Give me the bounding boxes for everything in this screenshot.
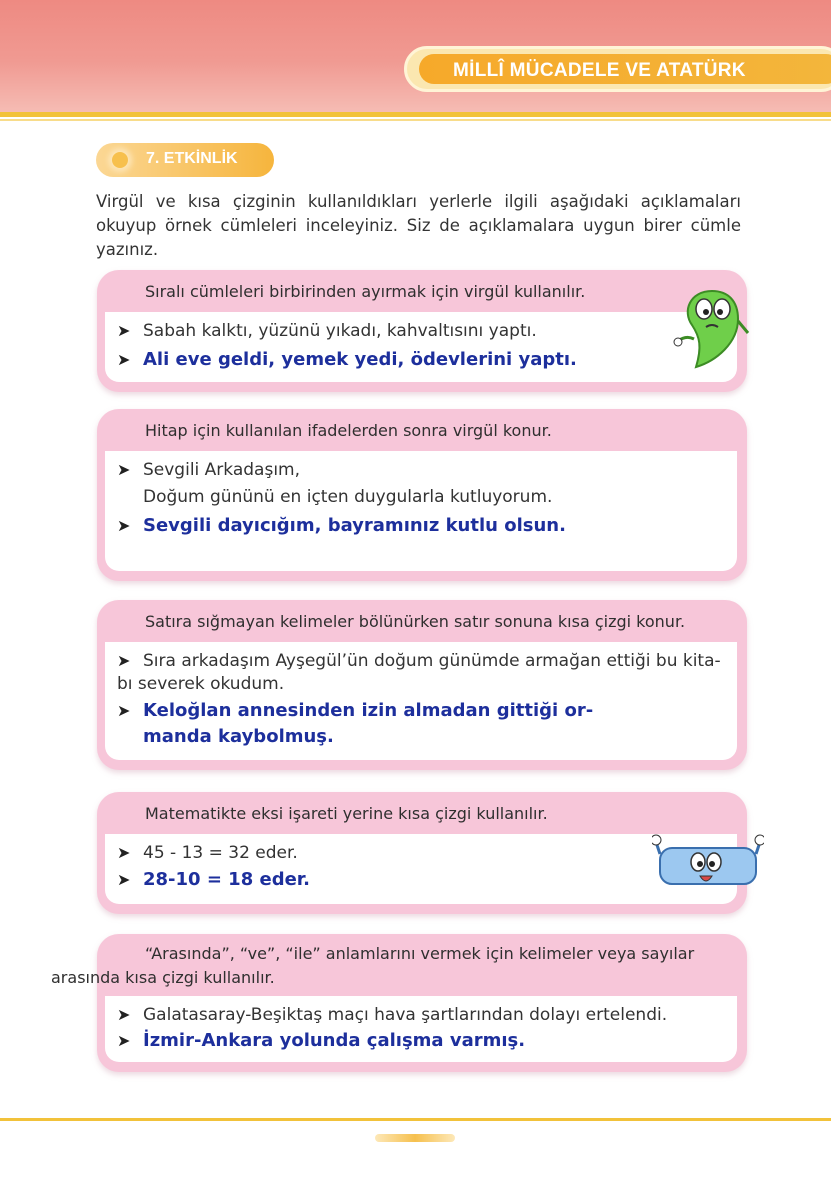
example-sentence: ➤ Galatasaray-Beşiktaş maçı hava şartlarından dolayı ertelendi.	[117, 1002, 667, 1028]
comma-mascot-icon	[672, 285, 754, 377]
unit-title-badge	[404, 46, 831, 92]
example-sentence: ➤ Sıra arkadaşım Ayşegül’ün doğum günümde armağan ettiği bu kita-	[117, 648, 721, 674]
footer-ornament	[375, 1134, 455, 1142]
unit-title: MİLLÎ MÜCADELE VE ATATÜRK	[453, 60, 746, 81]
bullet-arrow-icon: ➤	[117, 701, 131, 720]
rule-heading: Satıra sığmayan kelimeler bölünürken satır sonuna kısa çizgi konur.	[145, 612, 686, 631]
rule-examples	[105, 996, 737, 1062]
bullet-arrow-icon: ➤	[117, 1005, 131, 1024]
answer-sentence: ➤ Keloğlan annesinden izin almadan gittiği or-	[117, 700, 594, 721]
rule-examples	[105, 834, 737, 904]
rule-examples	[105, 312, 737, 382]
rule-heading: Hitap için kullanılan ifadelerden sonra virgül konur.	[145, 421, 552, 440]
header-divider-thin	[0, 119, 831, 121]
answer-sentence: ➤ İzmir-Ankara yolunda çalışma varmış.	[117, 1030, 526, 1051]
activity-badge	[96, 143, 274, 177]
example-sentence-cont: Doğum gününü en içten duygularla kutluyorum.	[143, 487, 553, 507]
answer-sentence-cont: manda kaybolmuş.	[143, 726, 334, 747]
rule-heading: “Arasında”, “ve”, “ile” anlamlarını vermek için kelimeler veya sayılar	[145, 944, 695, 963]
rule-heading: Matematikte eksi işareti yerine kısa çizgi kullanılır.	[145, 804, 548, 823]
bullet-arrow-icon: ➤	[117, 460, 131, 479]
answer-sentence: ➤ Ali eve geldi, yemek yedi, ödevlerini yaptı.	[117, 349, 577, 370]
activity-label: 7. ETKİNLİK	[146, 150, 238, 167]
rule-card-3	[97, 600, 747, 770]
rule-card-2	[97, 409, 747, 581]
bullet-arrow-icon: ➤	[117, 1031, 131, 1050]
example-sentence: ➤ Sabah kalktı, yüzünü yıkadı, kahvaltısını yaptı.	[117, 318, 537, 344]
rule-heading: Sıralı cümleleri birbirinden ayırmak için virgül kullanılır.	[145, 282, 586, 301]
bullet-arrow-icon: ➤	[117, 516, 131, 535]
rule-card-4	[97, 792, 747, 914]
bullet-arrow-icon: ➤	[117, 843, 131, 862]
rule-examples	[105, 451, 737, 571]
activity-star-icon	[112, 152, 128, 168]
example-sentence: ➤ 45 - 13 = 32 eder.	[117, 840, 298, 866]
header-divider	[0, 112, 831, 117]
rule-card-1	[97, 270, 747, 392]
example-sentence-cont: bı severek okudum.	[117, 674, 285, 694]
intro-paragraph: Virgül ve kısa çizginin kullanıldıkları yerlerle ilgili aşağıdaki açıklamaları okuyup örnek cümleleri inceleyiniz. Siz de açıklamalara uygun birer cümle yazınız.	[96, 192, 741, 259]
example-sentence: ➤ Sevgili Arkadaşım,	[117, 457, 300, 483]
bullet-arrow-icon: ➤	[117, 350, 131, 369]
bullet-arrow-icon: ➤	[117, 870, 131, 889]
dash-mascot-icon	[652, 830, 764, 900]
answer-sentence: ➤ Sevgili dayıcığım, bayramınız kutlu olsun.	[117, 515, 566, 536]
rule-card-5	[51, 934, 747, 1072]
rule-heading-cont: arasında kısa çizgi kullanılır.	[51, 968, 275, 987]
bullet-arrow-icon: ➤	[117, 651, 131, 670]
rule-examples	[105, 642, 737, 760]
bullet-arrow-icon: ➤	[117, 321, 131, 340]
answer-sentence: ➤ 28-10 = 18 eder.	[117, 869, 310, 890]
footer-divider	[0, 1118, 831, 1121]
